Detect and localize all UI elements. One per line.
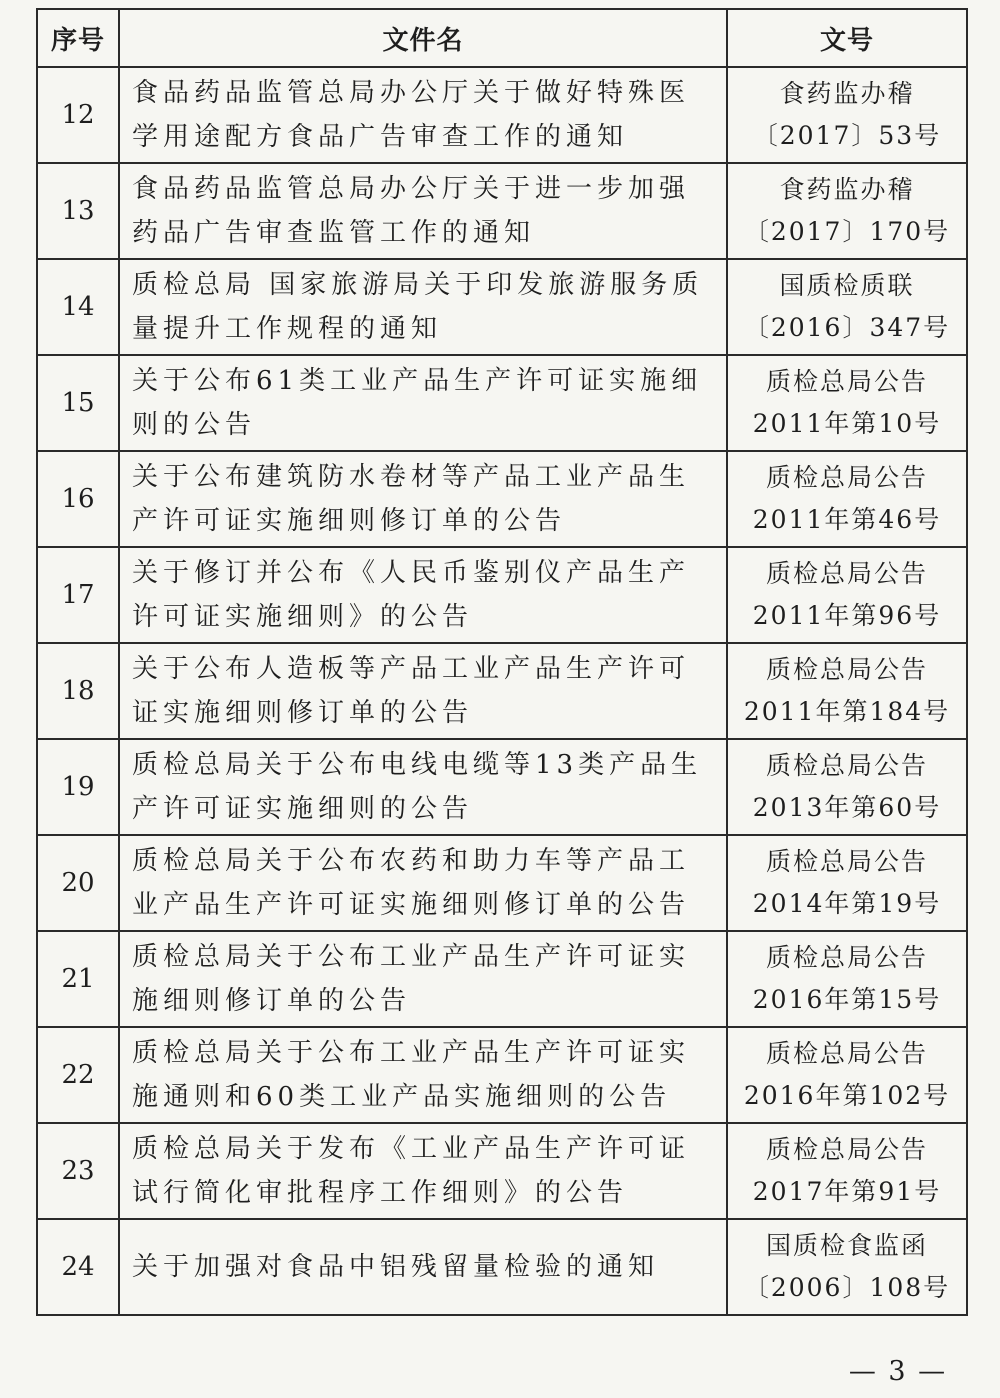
row-doc-number <box>727 739 967 835</box>
row-file-name: 食品药品监管总局办公厅关于进一步加强药品广告审查监管工作的通知 <box>119 163 727 259</box>
table-row <box>37 643 967 739</box>
row-file-name: 关于修订并公布《人民币鉴别仪产品生产许可证实施细则》的公告 <box>119 547 727 643</box>
row-file-name: 质检总局关于公布农药和助力车等产品工业产品生产许可证实施细则修订单的公告 <box>119 835 727 931</box>
row-seq: 22 <box>37 1027 119 1123</box>
row-doc-number <box>727 643 967 739</box>
doc-number-line2: 〔2016〕347号 <box>743 313 951 342</box>
doc-number-line2: 2011年第96号 <box>752 601 942 630</box>
header-doc-number: 文号 <box>727 9 967 67</box>
doc-number-line1: 质检总局公告 <box>765 943 928 972</box>
table-row <box>37 1219 967 1315</box>
table-row <box>37 451 967 547</box>
doc-number-line2: 2011年第10号 <box>752 409 942 438</box>
table-row <box>37 67 967 163</box>
doc-number-line2: 〔2017〕53号 <box>752 121 942 150</box>
table-row <box>37 163 967 259</box>
row-seq: 16 <box>37 451 119 547</box>
row-file-name: 关于加强对食品中铝残留量检验的通知 <box>119 1219 727 1315</box>
doc-number-line1: 质检总局公告 <box>765 751 928 780</box>
row-seq: 18 <box>37 643 119 739</box>
page-number: — 3 — <box>848 1356 948 1387</box>
row-file-name: 质检总局关于公布电线电缆等13类产品生产许可证实施细则的公告 <box>119 739 727 835</box>
table-row <box>37 355 967 451</box>
row-doc-number <box>727 835 967 931</box>
row-seq: 24 <box>37 1219 119 1315</box>
row-file-name: 关于公布61类工业产品生产许可证实施细则的公告 <box>119 355 727 451</box>
row-doc-number <box>727 451 967 547</box>
table-row <box>37 1027 967 1123</box>
row-seq: 13 <box>37 163 119 259</box>
header-seq: 序号 <box>37 9 119 67</box>
table-row <box>37 259 967 355</box>
doc-number-line1: 质检总局公告 <box>765 847 928 876</box>
doc-number-line2: 2017年第91号 <box>752 1177 942 1206</box>
doc-number-line1: 食药监办稽 <box>779 175 915 204</box>
row-seq: 17 <box>37 547 119 643</box>
row-file-name: 质检总局关于公布工业产品生产许可证实施细则修订单的公告 <box>119 931 727 1027</box>
row-doc-number <box>727 1123 967 1219</box>
table-header-row <box>37 9 967 67</box>
row-file-name: 质检总局关于发布《工业产品生产许可证试行简化审批程序工作细则》的公告 <box>119 1123 727 1219</box>
table-row <box>37 547 967 643</box>
row-seq: 14 <box>37 259 119 355</box>
row-seq: 12 <box>37 67 119 163</box>
table-row <box>37 739 967 835</box>
row-file-name: 质检总局 国家旅游局关于印发旅游服务质量提升工作规程的通知 <box>119 259 727 355</box>
doc-number-line1: 质检总局公告 <box>765 367 928 396</box>
row-doc-number <box>727 547 967 643</box>
row-doc-number <box>727 1219 967 1315</box>
doc-number-line1: 质检总局公告 <box>765 655 928 684</box>
doc-number-line1: 食药监办稽 <box>779 79 915 108</box>
doc-number-line1: 质检总局公告 <box>765 1135 928 1164</box>
doc-number-line1: 国质检质联 <box>779 271 915 300</box>
row-doc-number <box>727 931 967 1027</box>
row-doc-number <box>727 67 967 163</box>
doc-number-line1: 质检总局公告 <box>765 1039 928 1068</box>
row-file-name: 关于公布人造板等产品工业产品生产许可证实施细则修订单的公告 <box>119 643 727 739</box>
row-doc-number <box>727 259 967 355</box>
row-seq: 19 <box>37 739 119 835</box>
row-seq: 21 <box>37 931 119 1027</box>
doc-number-line1: 质检总局公告 <box>765 559 928 588</box>
header-file-name: 文件名 <box>119 9 727 67</box>
doc-number-line2: 2011年第184号 <box>743 697 951 726</box>
row-doc-number <box>727 355 967 451</box>
table-row <box>37 835 967 931</box>
doc-number-line2: 〔2006〕108号 <box>743 1273 951 1302</box>
doc-number-line1: 质检总局公告 <box>765 463 928 492</box>
doc-number-line2: 2011年第46号 <box>752 505 942 534</box>
row-doc-number <box>727 1027 967 1123</box>
row-file-name: 食品药品监管总局办公厅关于做好特殊医学用途配方食品广告审查工作的通知 <box>119 67 727 163</box>
row-seq: 23 <box>37 1123 119 1219</box>
table-row <box>37 931 967 1027</box>
document-table <box>36 8 968 1316</box>
doc-number-line2: 2014年第19号 <box>752 889 942 918</box>
table-row <box>37 1123 967 1219</box>
row-doc-number <box>727 163 967 259</box>
row-file-name: 关于公布建筑防水卷材等产品工业产品生产许可证实施细则修订单的公告 <box>119 451 727 547</box>
doc-number-line2: 2013年第60号 <box>752 793 942 822</box>
doc-number-line2: 〔2017〕170号 <box>743 217 951 246</box>
doc-number-line1: 国质检食监函 <box>765 1231 928 1260</box>
doc-number-line2: 2016年第102号 <box>743 1081 951 1110</box>
row-file-name: 质检总局关于公布工业产品生产许可证实施通则和60类工业产品实施细则的公告 <box>119 1027 727 1123</box>
doc-number-line2: 2016年第15号 <box>752 985 942 1014</box>
row-seq: 20 <box>37 835 119 931</box>
row-seq: 15 <box>37 355 119 451</box>
